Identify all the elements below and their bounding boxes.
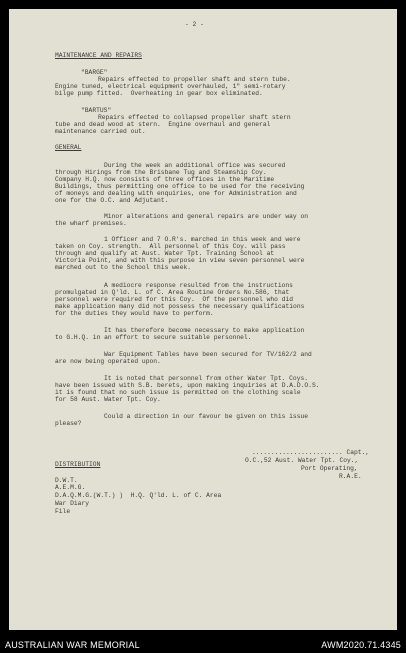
- text-line: It has therefore become necessary to make application: [104, 327, 305, 334]
- text-line: tube and dead wood at stern. Engine overhaul and general: [55, 121, 271, 128]
- text-line: for the duties they would have to perform.: [55, 310, 214, 317]
- text-line: please?: [55, 420, 82, 427]
- text-line: marched out to the School this week.: [55, 264, 192, 271]
- text-line: it is found that no such issue is permitted on the clothing scale: [55, 389, 301, 396]
- text-line: personnel were required for this Coy. Of the personnel who did: [55, 296, 294, 303]
- text-line: maintenance carried out.: [55, 128, 146, 135]
- text-line: one for the O.C. and Adjutant.: [55, 197, 169, 204]
- text-line: make application many did not possess the necessary qualifications: [55, 303, 305, 310]
- text-line: the wharf premises.: [55, 220, 127, 227]
- distribution-line: A.E.M.G.: [55, 484, 86, 491]
- signature-line: O.C.,52 Aust. Water Tpt. Coy.,: [245, 457, 359, 464]
- text-line: Minor alterations and general repairs are under way on: [104, 213, 309, 220]
- text-line: Engine tuned, electrical equipment overhauled, 1" semi-rotary: [55, 83, 286, 90]
- text-line: through and qualify at Aust. Water Tpt. Training School at: [55, 250, 275, 257]
- text-line: Buildings, thus permitting one office to be used for the receiving: [55, 183, 305, 190]
- archive-footer: [0, 637, 406, 653]
- document-page: [9, 9, 397, 630]
- signature-line: R.A.E.: [339, 473, 362, 480]
- section-heading-maintenance: MAINTENANCE AND REPAIRS: [55, 52, 142, 59]
- section-heading-general: GENERAL: [55, 144, 82, 151]
- text-line: Company H.Q. now consists of three offices in the Maritime: [55, 176, 275, 183]
- signature-line: ........................ Capt.,: [252, 449, 370, 456]
- page-number: - 2 -: [185, 21, 204, 28]
- text-line: have been issued with S.B. berets, upon making inquiries at D.A.D.O.S.: [55, 382, 320, 389]
- text-line: to G.H.Q. in an effort to secure suitable personnel.: [55, 334, 252, 341]
- signature-line: Port Operating,: [301, 465, 358, 472]
- text-line: Repairs effected to collapsed propeller shaft stern: [98, 114, 291, 121]
- distribution-line: War Diary: [55, 500, 90, 507]
- barge-name-1: "BARGE": [81, 69, 108, 76]
- text-line: A mediocre response resulted from the instructions: [104, 282, 293, 289]
- distribution-heading: DISTRIBUTION: [55, 461, 101, 468]
- text-line: Repairs effected to propeller shaft and stern tube.: [98, 76, 291, 83]
- distribution-line: D.A.Q.M.G.(W.T.) ) H.Q. Q'ld. L. of C. Area: [55, 492, 222, 499]
- distribution-line: File: [55, 508, 71, 515]
- text-line: War Equipment Tables have been secured for TV/162/2 and: [104, 351, 312, 358]
- barge-name-2: "BARTUS": [81, 107, 112, 114]
- text-line: taken on Coy. strength. All personnel of this Coy. will pass: [55, 243, 286, 250]
- footer-institution: AUSTRALIAN WAR MEMORIAL: [5, 640, 140, 650]
- text-line: During the week an additional office was secured: [104, 162, 286, 169]
- text-line: 1 Officer and 7 O.R's. marched in this week and were: [104, 236, 301, 243]
- text-line: Victoria Point, and with this purpose in view seven personnel were: [55, 257, 305, 264]
- text-line: It is noted that personnel from other Water Tpt. Coys.: [104, 375, 309, 382]
- text-line: of moneys and dealing with enquiries, one for Administration and: [55, 190, 297, 197]
- text-line: are now being operated upon.: [55, 358, 161, 365]
- text-line: Could a direction in our favour be given on this issue: [104, 413, 309, 420]
- footer-reference: AWM2020.71.4345: [321, 640, 401, 650]
- text-line: through Hirings from the Brisbane Tug and Steamship Coy.: [55, 169, 267, 176]
- text-line: promulgated in Q'ld. L. of C. Area Routine Orders No.586, that: [55, 289, 290, 296]
- distribution-line: D.W.T.: [55, 477, 78, 484]
- text-line: bilge pump fitted. Overheating in gear box eliminated.: [55, 90, 263, 97]
- text-line: for 58 Aust. Water Tpt. Coy.: [55, 396, 161, 403]
